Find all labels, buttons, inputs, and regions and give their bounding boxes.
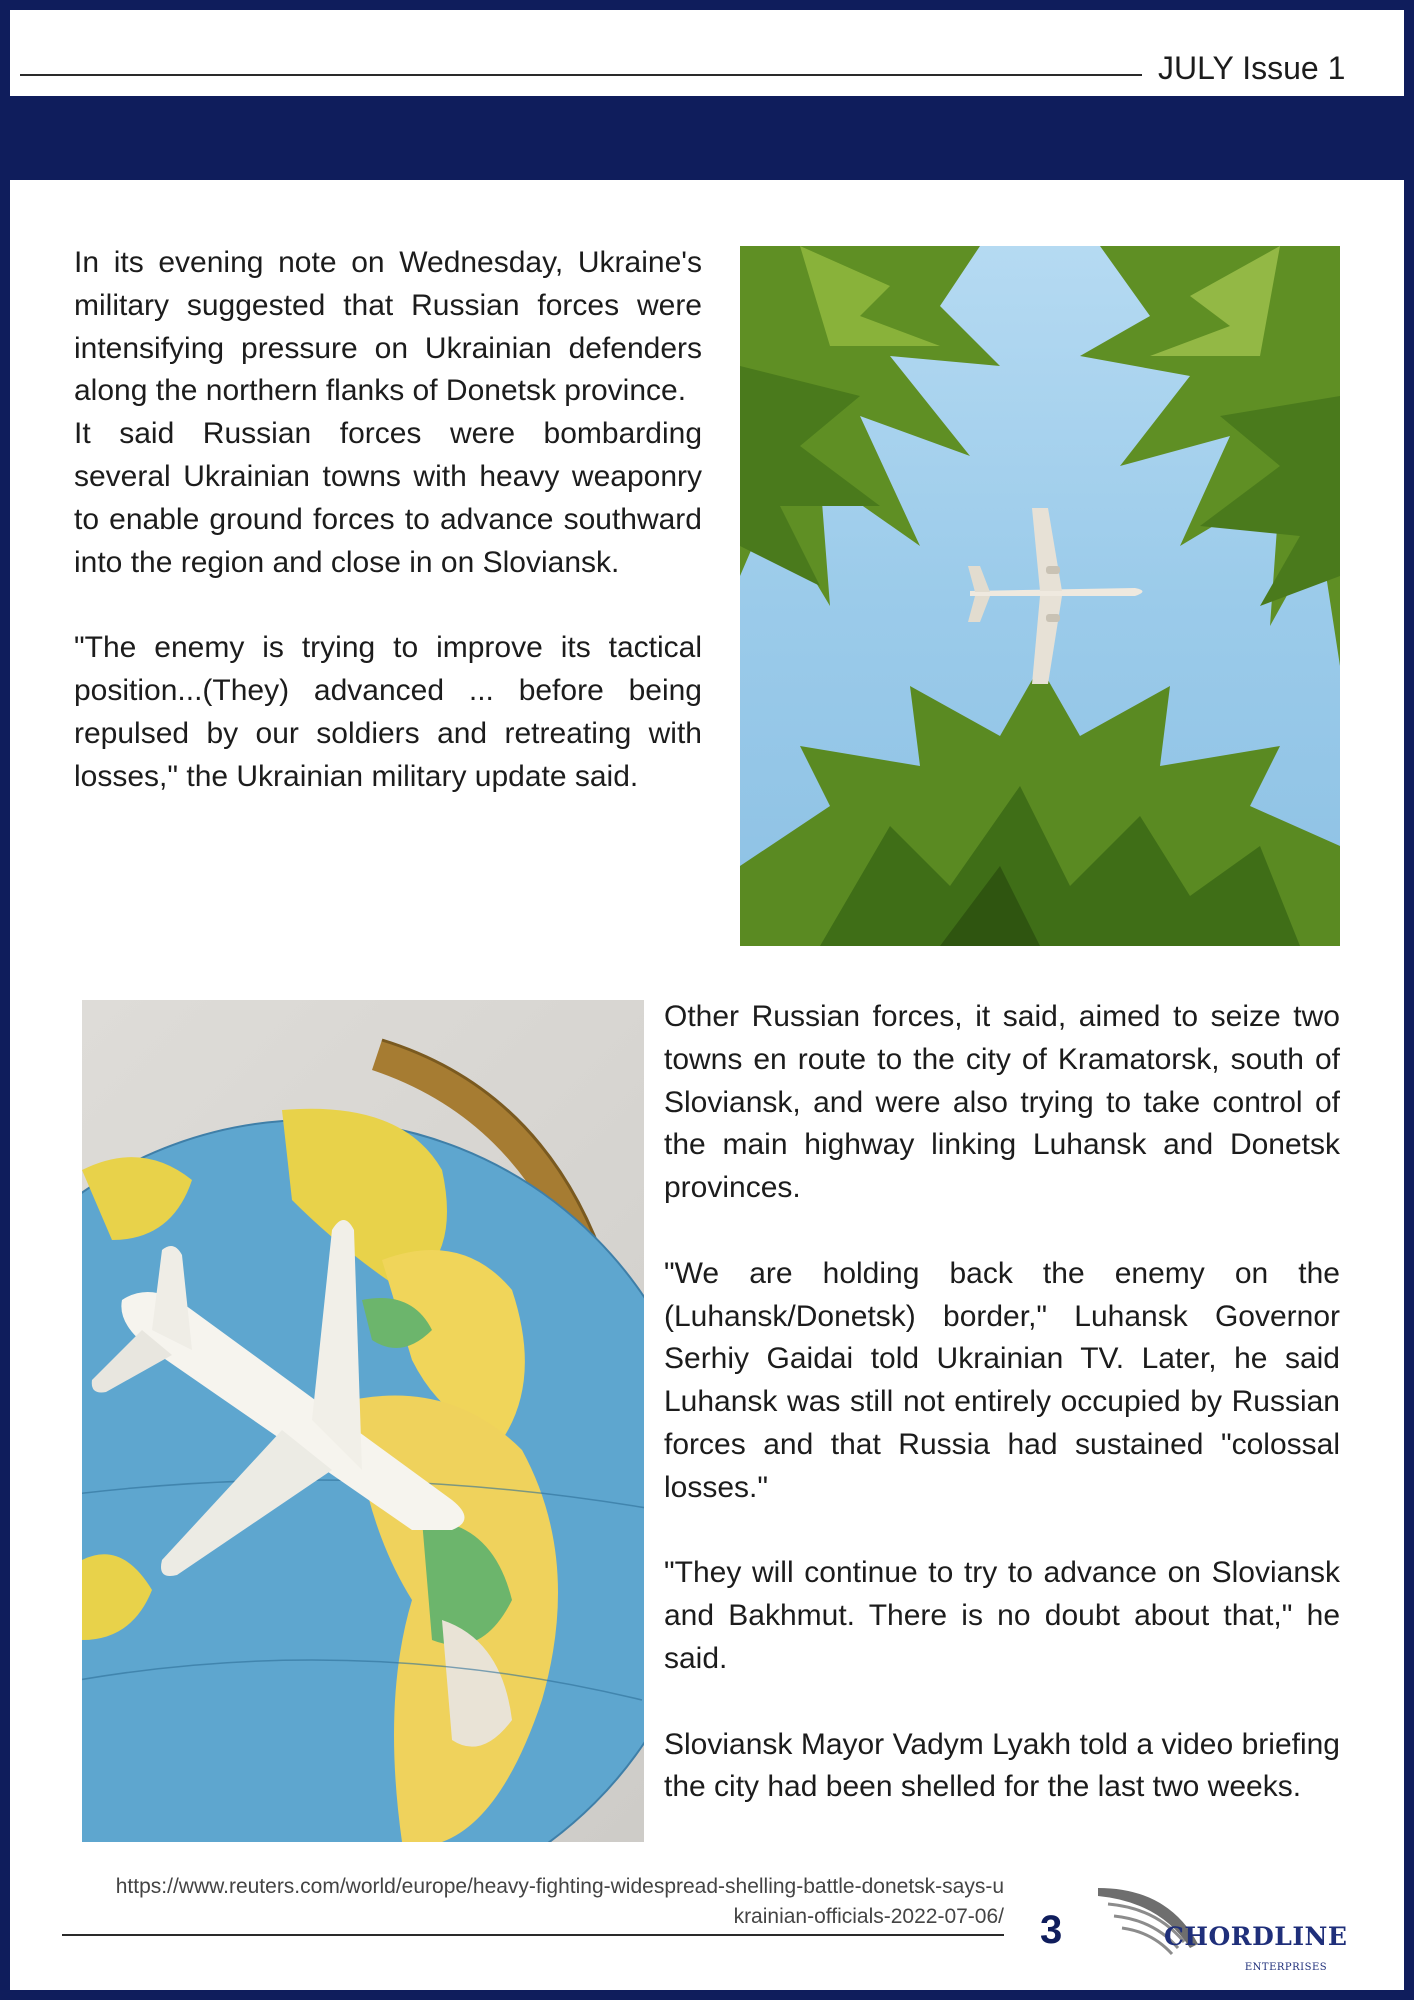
logo-subtitle: ENTERPRISES [1244, 1962, 1328, 1973]
toy-airplane-on-globe-photo [82, 1000, 644, 1842]
header-rule [20, 74, 1142, 76]
issue-label: JULY Issue 1 [1158, 50, 1346, 86]
article-column-two: Other Russian forces, it said, aimed to seize two towns en route to the city of Kramatorsk, south of Sloviansk, and were also trying to take control of the main highway linking Luhansk and Donetsk provinces. "We are holding back the enemy on the (Luhansk/Donetsk) border," Luhansk Governor Serhiy Gaidai told Ukrainian TV. Later, he said Luhansk was still not entirely occupied by Russian forces and that Russia had sustained "colossal losses." "They will continue to try to advance on Sloviansk and Bakhmut. There is no doubt about that," he said. Sloviansk Mayor Vadym Lyakh told a video briefing the city had been shelled for the last two weeks. [664, 1000, 1340, 1804]
chordline-logo [1098, 1884, 1348, 1980]
airplane-over-palm-trees-photo [740, 246, 1340, 946]
article-column-one: In its evening note on Wednesday, Ukraine's military suggested that Russian forces were intensifying pressure on Ukrainian defenders along the northern flanks of Donetsk province. It said Russian forces were bombarding several Ukrainian towns with heavy weaponry to enable ground forces to advance southward into the region and close in on Sloviansk. "The enemy is trying to improve its tactical position...(They) advanced ... before being repulsed by our soldiers and retreating with losses," the Ukrainian military update said. [74, 246, 702, 793]
page-number: 3 [1040, 1908, 1063, 1952]
header-band [10, 96, 1404, 180]
logo-name: CHORDLINE [1164, 1922, 1348, 1951]
footer-rule [62, 1934, 1004, 1936]
source-link[interactable]: https://www.reuters.com/world/europe/heavy-fighting-widespread-shelling-battle-donetsk-says-ukrainian-officials-2022-07-06/ [115, 1875, 1004, 1928]
